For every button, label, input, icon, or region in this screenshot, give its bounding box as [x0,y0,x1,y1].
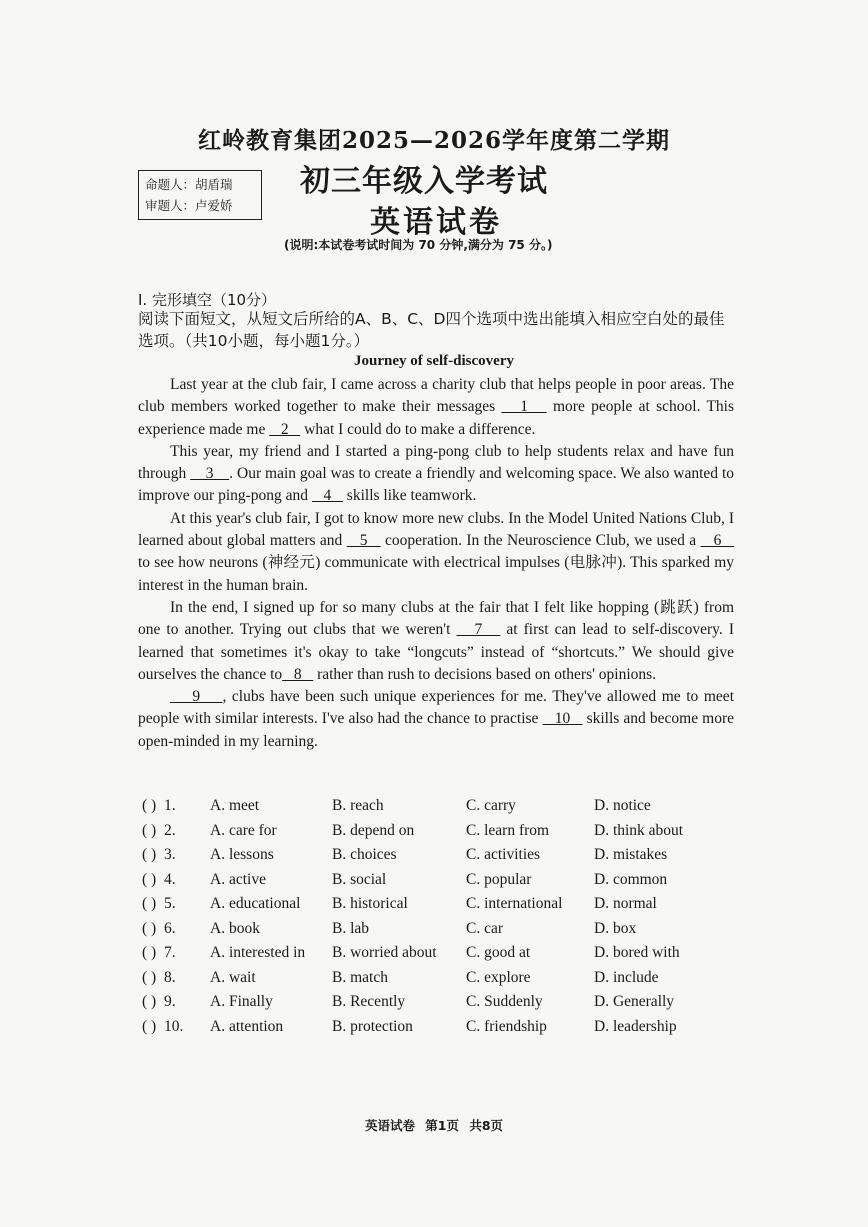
option-a: A. attention [210,1017,284,1035]
answer-blank[interactable]: ( ) [142,919,157,937]
option-b: B. reach [332,797,384,814]
answer-blank[interactable]: ( ) [142,1017,157,1035]
question-number: 8. [164,968,176,986]
option-b: B. lab [332,919,370,937]
option-c: C. Suddenly [466,993,543,1010]
answer-blank[interactable]: ( ) [142,797,157,814]
paragraph-text: to see how neurons (神经元) communicate with electrical impulses (电脉冲). This sparked my interest in the human brain. [138,554,734,594]
page-footer: 英语试卷 第1页 共8页 [364,1118,504,1133]
paragraph-text: rather than rush to decisions based on others' opinions. [313,665,657,683]
blank-5: 5 [346,532,381,550]
option-d: D. bored with [594,944,680,961]
option-b: B. match [332,968,388,986]
exam-note: (说明:本试卷考试时间为 70 分钟,满分为 75 分。) [284,238,553,252]
option-c: C. explore [466,968,531,986]
blank-10: 10 [542,710,583,728]
blank-1: 1 [501,398,547,416]
paragraph-text: what I could do to make a difference. [300,420,536,438]
option-d: D. Generally [594,993,675,1010]
option-a: A. active [210,870,266,888]
question-number: 1. [164,797,176,814]
paragraph-1 [138,374,734,441]
paragraph-5 [138,686,734,753]
option-c: C. learn from [466,821,550,839]
blank-2: 2 [269,420,301,438]
paragraph-text: This year, my friend and I started a ping-pong club to help students relax and have fun through [138,442,734,483]
question-row [138,895,738,920]
option-b: B. Recently [332,993,406,1010]
question-row [138,993,738,1018]
blank-9: 9 [170,688,223,706]
reviewer-label: 审题人：卢爱娇 [145,198,233,213]
option-b: B. depend on [332,821,415,839]
question-number: 6. [164,919,176,937]
option-d: D. leadership [594,1017,677,1035]
option-a: A. wait [210,968,256,986]
option-b: B. historical [332,895,408,912]
option-c: C. good at [466,944,531,961]
section-instructions: 阅读下面短文，从短文后所给的A、B、C、D四个选项中选出能填入相应空白处的最佳选项。（共10小题，每小题1分。） [138,310,725,350]
blank-7: 7 [456,621,501,639]
option-a: A. book [210,919,260,937]
answer-blank[interactable]: ( ) [142,821,157,839]
answer-blank[interactable]: ( ) [142,846,157,863]
option-d: D. box [594,919,637,937]
option-c: C. friendship [466,1017,547,1035]
option-a: A. meet [210,797,260,814]
paragraph-text: , clubs have been such unique experiences for me. They've allowed me to meet people with similar interests. I've also had the chance to practise [138,688,734,728]
options-list [138,797,738,1042]
question-number: 7. [164,944,176,961]
option-d: D. think about [594,821,684,839]
question-number: 10. [164,1017,184,1035]
passage [138,374,734,753]
paragraph-text: skills like teamwork. [342,487,477,505]
paragraph-text: skills and become more open-minded in my learning. [138,710,735,750]
option-a: A. care for [210,821,277,839]
blank-6: 6 [700,532,735,550]
option-d: D. common [594,870,668,888]
paragraph-3 [138,508,734,597]
passage-title: Journey of self-discovery [354,353,514,369]
option-c: C. activities [466,846,541,863]
option-c: C. car [466,919,504,937]
section-title: I. 完形填空（10分） [138,291,277,309]
paragraph-text: Last year at the club fair, I came across a charity club that helps people in poor areas. The club members worked together to make their messages [138,376,734,416]
answer-blank[interactable]: ( ) [142,870,157,888]
question-number: 5. [164,895,176,912]
question-row [138,871,738,896]
blank-3: 3 [190,465,230,483]
question-number: 2. [164,821,176,839]
question-row [138,969,738,994]
question-row [138,822,738,847]
answer-blank[interactable]: ( ) [142,944,157,961]
paragraph-text: At this year's club fair, I got to know more new clubs. In the Model United Nations Club, I learned about global matters and [138,509,734,550]
option-c: C. popular [466,870,532,888]
paragraph-text: more people at school. This experience made me [138,398,735,438]
paragraph-2 [138,441,734,508]
option-a: A. lessons [210,846,274,863]
blank-8: 8 [282,665,314,683]
school-term-heading: 红岭教育集团2025—2026学年度第二学期 [197,127,671,154]
paragraph-text: . Our main goal was to create a friendly and welcoming space. We also wanted to improve our ping-pong and [138,465,735,505]
question-row [138,944,738,969]
option-a: A. interested in [210,944,306,961]
question-row [138,920,738,945]
option-b: B. social [332,870,387,888]
question-row [138,797,738,822]
question-number: 4. [164,870,176,888]
paragraph-4 [138,597,734,686]
option-d: D. normal [594,895,657,912]
paragraph-text: at first can lead to self-discovery. I learned that sometimes it's okay to take “longcuts” instead of “shortcuts.” We should give ourselves the chance to [138,621,735,683]
setter-label: 命题人：胡盾瑞 [145,177,233,192]
blank-4: 4 [311,487,343,505]
option-b: B. choices [332,846,397,863]
option-a: A. educational [210,895,301,912]
option-d: D. notice [594,797,651,814]
question-row [138,846,738,871]
answer-blank[interactable]: ( ) [142,993,157,1010]
question-row [138,1018,738,1043]
subject-title: 英语试卷 [370,205,502,240]
question-number: 9. [164,993,176,1010]
question-number: 3. [164,846,176,863]
option-a: A. Finally [210,993,273,1010]
answer-blank[interactable]: ( ) [142,895,157,912]
option-b: B. worried about [332,944,437,961]
option-d: D. include [594,968,659,986]
option-d: D. mistakes [594,846,668,863]
option-b: B. protection [332,1017,413,1035]
option-c: C. international [466,895,563,912]
answer-blank[interactable]: ( ) [142,968,157,986]
paragraph-text: cooperation. In the Neuroscience Club, we used a [380,532,701,550]
exam-title: 初三年级入学考试 [300,164,548,199]
author-box [138,170,262,220]
option-c: C. carry [466,797,516,814]
paragraph-text: In the end, I signed up for so many clubs at the fair that I felt like hopping (跳跃) from one to another. Trying out clubs that we weren't [138,598,734,639]
